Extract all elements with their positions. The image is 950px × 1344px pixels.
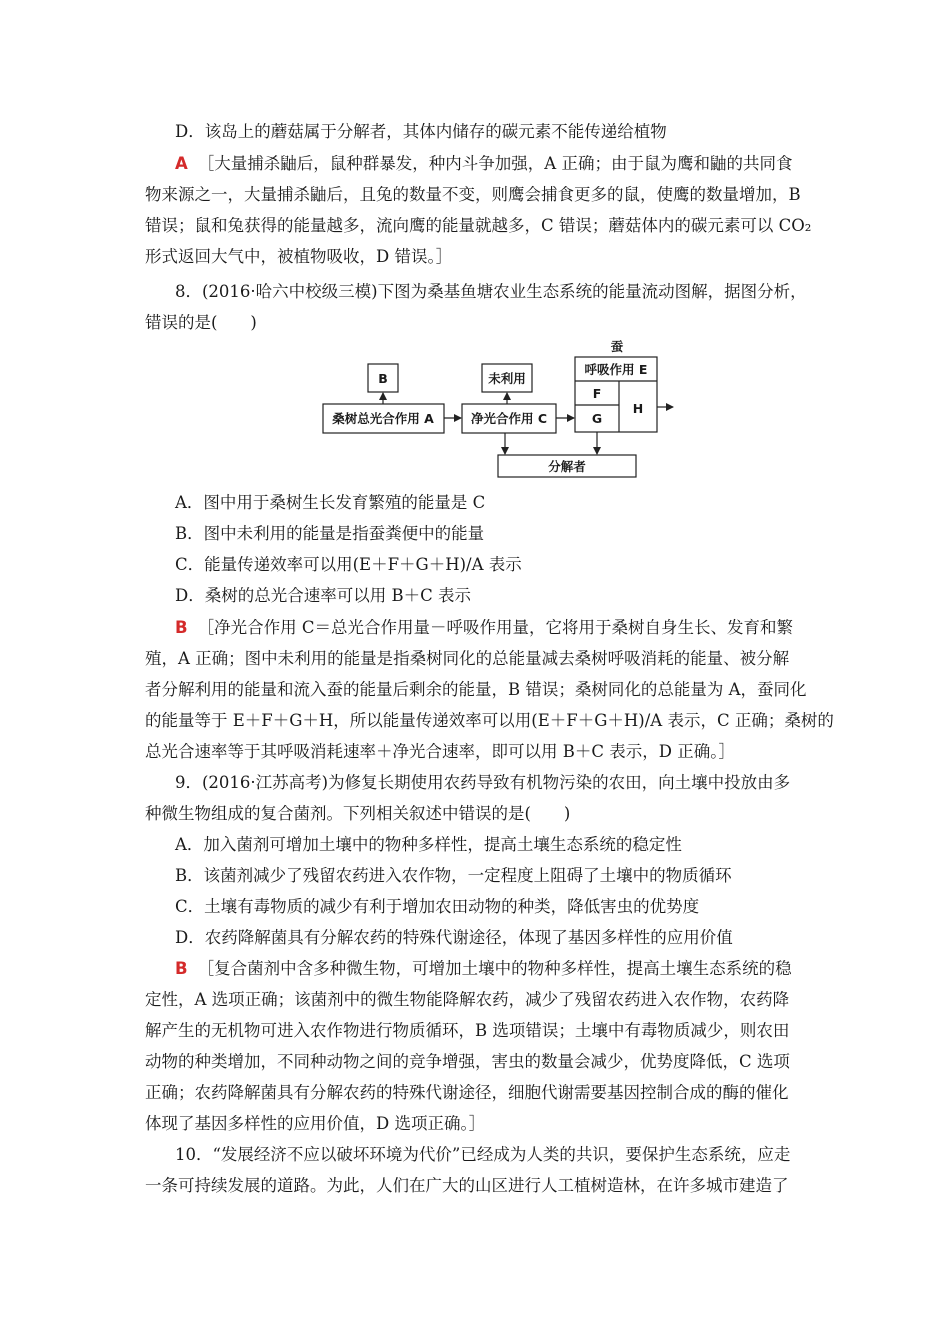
- q9-option-c: C．土壤有毒物质的减少有利于增加农田动物的种类，降低害虫的优势度: [175, 897, 700, 916]
- q9-explanation-line: 解产生的无机物可进入农作物进行物质循环，B 选项错误；土壤中有毒物质减少，则农田: [145, 1021, 790, 1040]
- q7-explanation-text: ［大量捕杀鼬后，鼠种群暴发，种内斗争加强，A 正确；由于鼠为鹰和鼬的共同食: [197, 154, 793, 173]
- q8-explanation-text: ［净光合作用 C＝总光合作用量－呼吸作用量，它将用于桑树自身生长、发育和繁: [197, 618, 793, 637]
- q9-explanation-line: 定性，A 选项正确；该菌剂中的微生物能降解农药，减少了残留农药进入农作物，农药降: [145, 990, 790, 1009]
- q7-explanation-line: [175, 153, 792, 175]
- q7-explanation-line: 错误；鼠和兔获得的能量越多，流向鹰的能量就越多，C 错误；蘑菇体内的碳元素可以 CO₂: [145, 216, 812, 235]
- q9-option-a: A．加入菌剂可增加土壤中的物种多样性，提高土壤生态系统的稳定性: [175, 835, 682, 854]
- q7-explanation-line: 物来源之一，大量捕杀鼬后，且兔的数量不变，则鹰会捕食更多的鼠，使鹰的数量增加，B: [145, 185, 801, 204]
- q7-option-d: D．该岛上的蘑菇属于分解者，其体内储存的碳元素不能传递给植物: [175, 122, 667, 141]
- q9-answer: B: [175, 959, 188, 978]
- q9-option-b: B．该菌剂减少了残留农药进入农作物，一定程度上阻碍了土壤中的物质循环: [175, 866, 732, 885]
- q10-stem: 一条可持续发展的道路。为此，人们在广大的山区进行人工植树造林，在许多城市建造了: [145, 1176, 789, 1195]
- q9-explanation-line: 动物的种类增加，不同种动物之间的竞争增强，害虫的数量会减少，优势度降低，C 选项: [145, 1052, 790, 1071]
- q9-stem: 种微生物组成的复合菌剂。下列相关叙述中错误的是( ): [145, 804, 571, 823]
- q10-stem: 10．“发展经济不应以破坏环境为代价”已经成为人类的共识，要保护生态系统，应走: [175, 1145, 791, 1164]
- q8-option-d: D．桑树的总光合速率可以用 B＋C 表示: [175, 586, 471, 605]
- q9-explanation-line: [175, 958, 792, 980]
- label-h: H: [632, 401, 644, 416]
- q9-explanation-text: ［复合菌剂中含多种微生物，可增加土壤中的物种多样性，提高土壤生态系统的稳: [197, 959, 792, 978]
- label-unused: 未利用: [488, 371, 526, 386]
- label-decomposer: 分解者: [548, 459, 586, 474]
- q9-option-d: D．农药降解菌具有分解农药的特殊代谢途径，体现了基因多样性的应用价值: [175, 928, 733, 947]
- q7-explanation-line: 形式返回大气中，被植物吸收，D 错误。］: [145, 247, 453, 266]
- q8-explanation-line: 的能量等于 E＋F＋G＋H，所以能量传递效率可以用(E＋F＋G＋H)/A 表示，C 正确；桑树的: [145, 711, 834, 730]
- q8-answer: B: [175, 618, 188, 637]
- label-respiration: 呼吸作用 E: [584, 362, 648, 377]
- label-g: G: [591, 411, 603, 426]
- q8-option-a: A．图中用于桑树生长发育繁殖的能量是 C: [175, 493, 486, 512]
- label-f: F: [592, 386, 602, 401]
- q8-explanation-line: 总光合速率等于其呼吸消耗速率＋净光合速率，即可以用 B＋C 表示，D 正确。］: [145, 742, 735, 761]
- q8-stem: 错误的是( ): [145, 313, 257, 332]
- q9-explanation-line: 体现了基因多样性的应用价值，D 选项正确。］: [145, 1114, 486, 1133]
- q8-explanation-line: 殖，A 正确；图中未利用的能量是指桑树同化的总能量减去桑树呼吸消耗的能量、被分解: [145, 649, 790, 668]
- q8-explanation-line: [175, 617, 793, 639]
- q9-stem: 9．(2016·江苏高考)为修复长期使用农药导致有机物污染的农田，向土壤中投放由多: [175, 773, 791, 792]
- label-silkworm: 蚕: [610, 339, 624, 354]
- q7-answer: A: [175, 154, 188, 173]
- q8-explanation-line: 者分解利用的能量和流入蚕的能量后剩余的能量，B 错误；桑树同化的总能量为 A，蚕同化: [145, 680, 807, 699]
- label-net-photosynthesis: 净光合作用 C: [470, 411, 548, 426]
- q9-explanation-line: 正确；农药降解菌具有分解农药的特殊代谢途径，细胞代谢需要基因控制合成的酶的催化: [145, 1083, 789, 1102]
- q8-option-c: C．能量传递效率可以用(E＋F＋G＋H)/A 表示: [175, 555, 522, 574]
- label-b: B: [378, 371, 388, 386]
- q8-stem: 8．(2016·哈六中校级三模)下图为桑基鱼塘农业生态系统的能量流动图解，据图分析，: [175, 282, 807, 301]
- label-gross-photosynthesis: 桑树总光合作用 A: [332, 411, 434, 426]
- energy-flow-diagram: [315, 338, 675, 480]
- q8-option-b: B．图中未利用的能量是指蚕粪便中的能量: [175, 524, 485, 543]
